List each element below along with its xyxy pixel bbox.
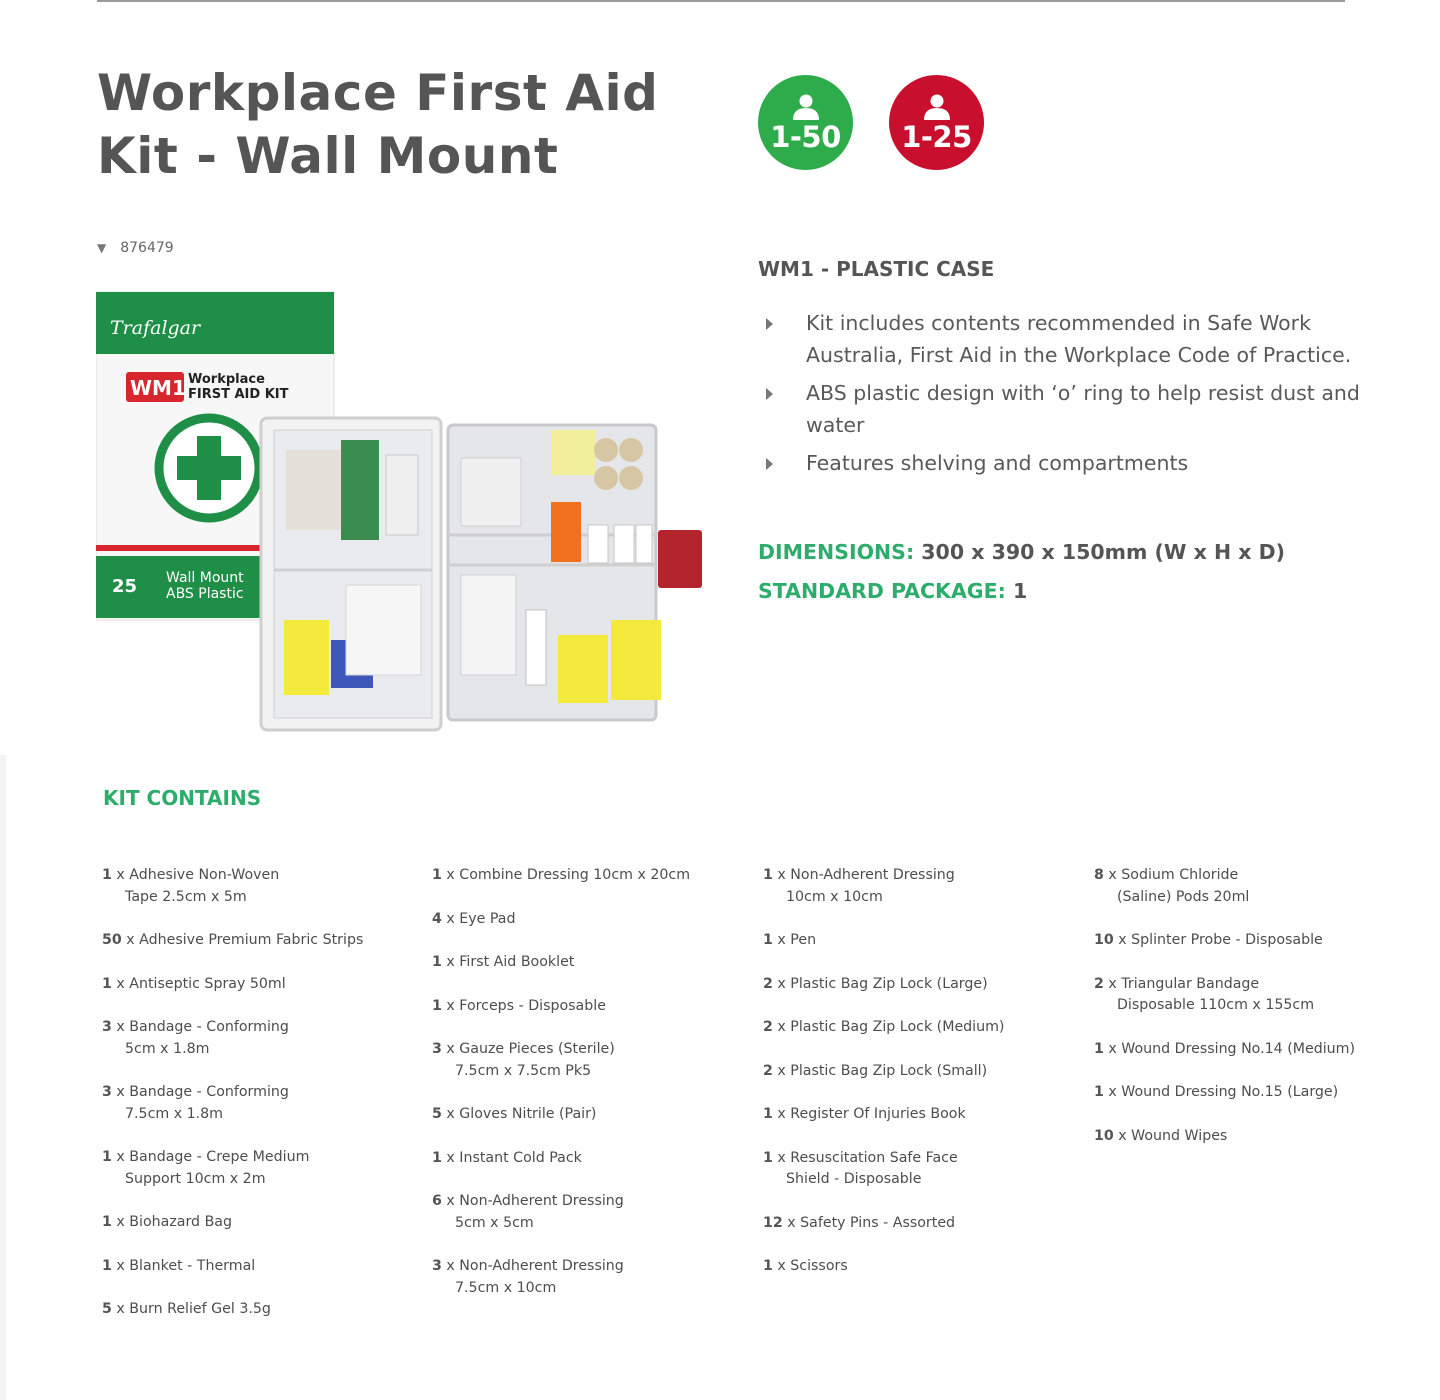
kit-item-name: x Biohazard Bag [111,1214,233,1230]
kit-item-qty: 1 [432,867,442,883]
kit-item-qty: 1 [763,1106,773,1122]
kit-item [102,1017,422,1060]
person-icon [923,93,951,121]
kit-item-name: x Instant Cold Pack [441,1149,582,1166]
kit-item [763,1104,1083,1126]
badge-1-25 [889,75,984,170]
kit-item [763,1148,1083,1191]
kit-item [102,865,422,908]
kit-item-name: x Plastic Bag Zip Lock (Small) [772,1062,988,1079]
kit-item-detail: 10cm x 10cm [786,888,883,905]
kit-item-qty: 6 [432,1193,442,1209]
product-image [96,290,706,735]
brand-logo: Trafalgar [110,317,201,339]
kit-item-qty: 2 [763,975,773,992]
kit-item-name: x Wound Wipes [1113,1127,1228,1144]
kit-item [1094,1082,1440,1104]
kit-item [763,1017,1083,1039]
kit-contains-heading: KIT CONTAINS [103,786,262,810]
kit-item-qty: 1 [432,954,442,970]
sku-code [97,240,174,256]
kit-column-4 [1094,865,1440,1169]
kit-item-qty: 1 [102,1149,112,1165]
left-edge-strip [0,755,6,1400]
kit-item-detail: 7.5cm x 1.8m [125,1105,223,1122]
kit-item [432,996,752,1018]
kit-item [102,1256,422,1278]
box-line-1: Workplace [188,372,265,387]
package-value: 1 [1005,579,1028,603]
kit-item [763,865,1083,908]
open-kit-case [261,418,702,730]
kit-item-qty: 1 [763,1258,773,1274]
kit-item [763,974,1083,996]
kit-item-name: x Scissors [772,1258,848,1274]
kit-item-qty: 8 [1094,867,1104,883]
kit-item-name: x Plastic Bag Zip Lock (Medium) [772,1019,1005,1035]
package-spec [758,579,1027,603]
kit-item-name: x Non-Adherent Dressing [441,1193,624,1209]
kit-item-detail: Tape 2.5cm x 5m [125,888,247,905]
feature-text: Kit includes contents recommended in Safe Work Australia, First Aid in the Workplace Code of Practice. [806,311,1352,367]
kit-item-detail: Support 10cm x 2m [125,1170,266,1187]
kit-item-name: x Combine Dressing 10cm x 20cm [441,867,691,883]
kit-item [432,952,752,974]
kit-item [1094,1126,1440,1148]
kit-item-name: x Antiseptic Spray 50ml [111,975,286,992]
mount-line-1: Wall Mount [166,570,244,586]
kit-item-name: x Adhesive Premium Fabric Strips [121,932,364,948]
kit-column-1 [102,865,422,1343]
kit-item-name: x Wound Dressing No.14 (Medium) [1103,1040,1355,1057]
kit-column-2 [432,865,752,1321]
kit-item-name: x First Aid Booklet [441,954,575,970]
caret-right-icon [766,318,773,330]
kit-item-name: x Splinter Probe - Disposable [1113,932,1323,948]
kit-item-detail: 5cm x 5cm [455,1214,534,1231]
kit-item-name: x Non-Adherent Dressing [441,1258,624,1274]
kit-item-detail: 7.5cm x 7.5cm Pk5 [455,1062,592,1079]
kit-item [432,909,752,931]
case-title: WM1 - PLASTIC CASE [758,257,995,281]
kit-item [102,1147,422,1190]
kit-item-name: x Gauze Pieces (Sterile) [441,1041,615,1057]
kit-item-qty: 2 [1094,975,1104,992]
kit-item [102,1082,422,1125]
kit-item-qty: 10 [1094,1127,1114,1144]
badge-label: 1-50 [770,120,841,154]
kit-item-qty: 1 [102,1214,112,1230]
kit-item-qty: 1 [102,1257,112,1274]
kit-item-name: x Burn Relief Gel 3.5g [111,1301,271,1317]
kit-item-name: x Bandage - Crepe Medium [111,1149,310,1165]
kit-item-qty: 1 [763,932,773,948]
caret-right-icon [766,388,773,400]
kit-item-name: x Safety Pins - Assorted [782,1214,956,1231]
kit-item-name: x Register Of Injuries Book [772,1106,966,1122]
box-line-2: FIRST AID KIT [188,387,289,402]
kit-item-name: x Triangular Bandage [1103,975,1260,992]
title-line-2: Kit - Wall Mount [97,127,559,185]
feature-item [760,448,1360,480]
kit-item-qty: 1 [763,1149,773,1166]
top-divider [97,0,1345,2]
kit-item [432,1256,752,1299]
kit-item [432,1191,752,1234]
kit-item-detail: 5cm x 1.8m [125,1040,210,1057]
dimensions-value: 300 x 390 x 150mm (W x H x D) [914,540,1286,564]
kit-item [1094,1039,1440,1061]
kit-item-name: x Forceps - Disposable [441,997,606,1014]
kit-item-detail: Shield - Disposable [786,1171,922,1187]
kit-item [102,1299,422,1321]
kit-item-qty: 1 [432,997,442,1014]
kit-item-detail: (Saline) Pods 20ml [1117,888,1250,905]
kit-item-name: x Eye Pad [441,910,516,927]
kit-item [763,930,1083,952]
caret-right-icon [766,458,773,470]
feature-item [760,378,1360,441]
feature-item [760,308,1360,371]
kit-item-name: x Blanket - Thermal [111,1257,256,1274]
kit-item-qty: 3 [432,1258,442,1274]
kit-item-detail: Disposable 110cm x 155cm [1117,997,1315,1013]
package-label: STANDARD PACKAGE: [758,579,1006,603]
triangle-down-icon: ▼ [97,241,107,255]
kit-item-qty: 3 [432,1041,442,1057]
kit-item-qty: 1 [102,867,112,883]
kit-item-qty: 3 [102,1019,112,1035]
kit-item-name: x Wound Dressing No.15 (Large) [1103,1084,1339,1100]
title-line-1: Workplace First Aid [97,64,659,122]
kit-item-name: x Sodium Chloride [1103,867,1239,883]
kit-item-qty: 1 [1094,1084,1104,1100]
persons-count: 25 [112,576,138,597]
feature-list [760,308,1360,487]
kit-item-qty: 10 [1094,932,1114,948]
feature-text: ABS plastic design with ‘o’ ring to help resist dust and water [806,381,1360,437]
kit-item [432,1148,752,1170]
kit-item [102,1212,422,1234]
kit-item-qty: 1 [763,867,773,883]
kit-item-name: x Bandage - Conforming [111,1084,289,1100]
kit-item-detail: 7.5cm x 10cm [455,1279,557,1296]
kit-item [1094,974,1440,1017]
kit-item [1094,930,1440,952]
kit-item-qty: 3 [102,1084,112,1100]
dimensions-spec [758,540,1285,564]
kit-item-name: x Plastic Bag Zip Lock (Large) [772,975,988,992]
kit-item [432,865,752,887]
kit-item-name: x Gloves Nitrile (Pair) [441,1106,597,1122]
kit-item-qty: 1 [102,975,112,992]
badge-1-50 [758,75,853,170]
kit-item [102,974,422,996]
kit-item [102,930,422,952]
feature-text: Features shelving and compartments [806,451,1189,475]
kit-item-name: x Adhesive Non-Woven [111,867,280,883]
kit-item-qty: 5 [102,1301,112,1317]
kit-item-qty: 4 [432,910,442,927]
kit-item-qty: 50 [102,932,122,948]
kit-item [763,1213,1083,1235]
kit-item [432,1104,752,1126]
kit-item-qty: 5 [432,1106,442,1122]
kit-column-3 [763,865,1083,1300]
badge-label: 1-25 [901,120,972,154]
sku-number: 876479 [120,240,174,256]
kit-item [763,1061,1083,1083]
kit-item [432,1039,752,1082]
kit-item [763,1256,1083,1278]
mount-line-2: ABS Plastic [166,586,244,602]
model-badge: WM1 [130,376,186,400]
kit-item-name: x Non-Adherent Dressing [772,867,955,883]
person-icon [792,93,820,121]
page-title [97,62,697,188]
kit-item [1094,865,1440,908]
kit-item-qty: 1 [1094,1040,1104,1057]
kit-item-qty: 12 [763,1214,783,1231]
kit-item-name: x Bandage - Conforming [111,1019,289,1035]
dimensions-label: DIMENSIONS: [758,540,915,564]
kit-item-qty: 2 [763,1062,773,1079]
kit-item-name: x Pen [772,932,817,948]
kit-item-qty: 1 [432,1149,442,1166]
kit-item-name: x Resuscitation Safe Face [772,1149,958,1166]
kit-item-qty: 2 [763,1019,773,1035]
